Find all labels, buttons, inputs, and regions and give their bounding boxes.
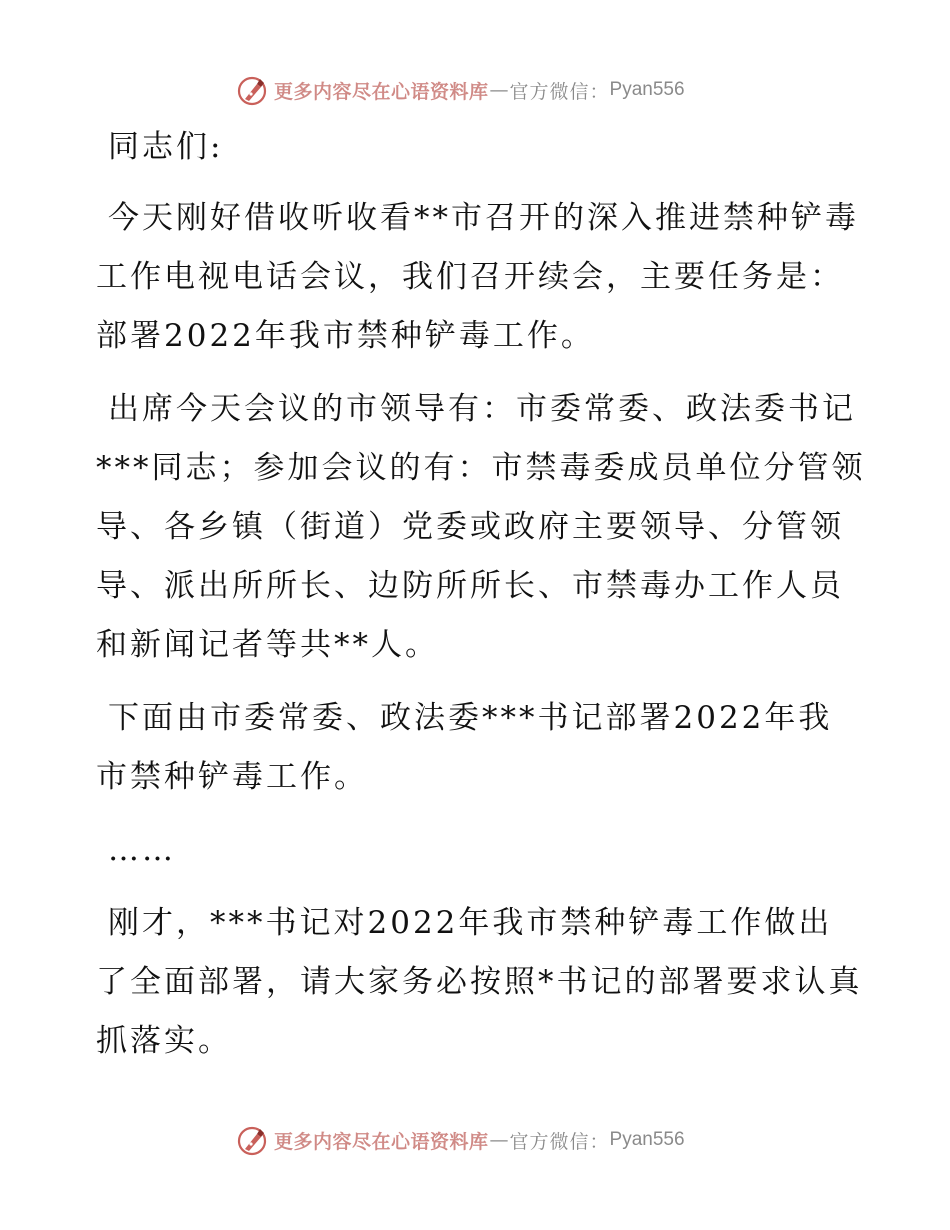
body-paragraph	[96, 380, 866, 675]
paragraph-text: 刚才，***书记对2022年我市禁种铲毒工作做出了全面部署，请大家务必按照*书记的部署要求认真抓落实。	[96, 905, 863, 1059]
watermark-site-text: 更多内容尽在心语资料库	[274, 80, 489, 103]
pen-nib-logo-icon	[236, 1124, 268, 1156]
body-paragraph	[96, 189, 866, 366]
paragraph-text: 今天刚好借收听收看**市召开的深入推进禁种铲毒工作电视电话会议，我们召开续会，主要任务是：部署2022年我市禁种铲毒工作。	[96, 200, 859, 354]
greeting-paragraph: 同志们:	[108, 129, 224, 165]
pen-nib-logo-icon	[236, 74, 268, 106]
watermark-dash: —	[489, 79, 509, 101]
document-body	[96, 118, 866, 1085]
watermark-site-text: 更多内容尽在心语资料库	[274, 1130, 489, 1153]
watermark-wechat-id: Pyan556	[609, 79, 685, 100]
ellipsis-paragraph	[96, 821, 866, 880]
paragraph-text: ……	[108, 832, 176, 868]
body-paragraph	[96, 689, 866, 807]
paragraph-text: 出席今天会议的市领导有：市委常委、政法委书记***同志；参加会议的有：市禁毒委成员单位分管领导、各乡镇（街道）党委或政府主要领导、分管领导、派出所所长、边防所所长、市禁毒办工作人员和新闻记者等共**人。	[96, 391, 866, 663]
paragraph-text: 下面由市委常委、政法委***书记部署2022年我市禁种铲毒工作。	[96, 700, 833, 795]
watermark-official-label: 官方微信：	[509, 1130, 610, 1153]
header-watermark	[236, 72, 685, 108]
body-paragraph	[96, 894, 866, 1071]
watermark-dash: —	[489, 1129, 509, 1151]
watermark-official-label: 官方微信：	[509, 80, 610, 103]
watermark-wechat-id: Pyan556	[609, 1129, 685, 1150]
footer-watermark	[236, 1122, 685, 1158]
